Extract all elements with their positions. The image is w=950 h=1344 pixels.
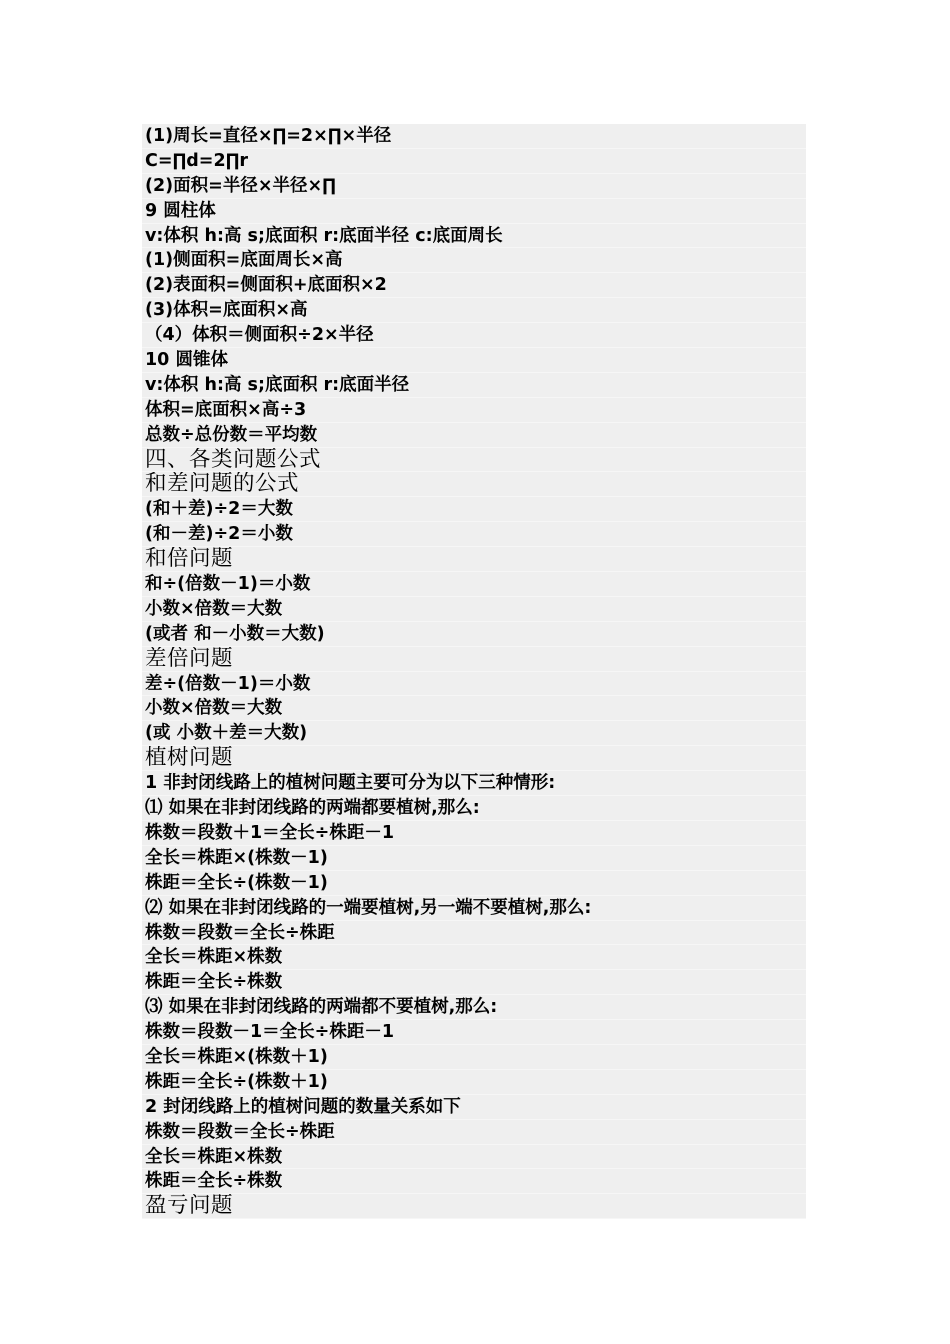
- section-heading: 和倍问题: [142, 547, 806, 572]
- text-line: 株数＝段数＝全长÷株距: [142, 1120, 806, 1145]
- text-line: (1)周长=直径×∏=2×∏×半径: [142, 124, 806, 149]
- section-heading: 和差问题的公式: [142, 472, 806, 497]
- text-line: 10 圆锥体: [142, 348, 806, 373]
- text-line: 株数＝段数＋1＝全长÷株距－1: [142, 821, 806, 846]
- document-body: [142, 124, 806, 1219]
- section-heading: 四、各类问题公式: [142, 448, 806, 473]
- text-line: (或 小数＋差＝大数): [142, 721, 806, 746]
- text-line: v:体积 h:高 s;底面积 r:底面半径: [142, 373, 806, 398]
- text-line: 差÷(倍数－1)＝小数: [142, 672, 806, 697]
- text-line: ⑵ 如果在非封闭线路的一端要植树,另一端不要植树,那么:: [142, 896, 806, 921]
- text-line: v:体积 h:高 s;底面积 r:底面半径 c:底面周长: [142, 224, 806, 249]
- text-line: (2)表面积=侧面积+底面积×2: [142, 273, 806, 298]
- section-heading: 差倍问题: [142, 647, 806, 672]
- text-line: (和＋差)÷2＝大数: [142, 497, 806, 522]
- text-line: (或者 和－小数＝大数): [142, 622, 806, 647]
- text-line: 1 非封闭线路上的植树问题主要可分为以下三种情形:: [142, 771, 806, 796]
- text-line: (3)体积=底面积×高: [142, 298, 806, 323]
- text-line: 小数×倍数＝大数: [142, 696, 806, 721]
- text-line: 小数×倍数＝大数: [142, 597, 806, 622]
- text-line: (和－差)÷2＝小数: [142, 522, 806, 547]
- text-line: 2 封闭线路上的植树问题的数量关系如下: [142, 1095, 806, 1120]
- text-line: 全长＝株距×株数: [142, 945, 806, 970]
- text-line: 全长＝株距×(株数－1): [142, 846, 806, 871]
- text-line: 9 圆柱体: [142, 199, 806, 224]
- text-line: 总数÷总份数＝平均数: [142, 423, 806, 448]
- text-line: 体积=底面积×高÷3: [142, 398, 806, 423]
- text-line: ⑶ 如果在非封闭线路的两端都不要植树,那么:: [142, 995, 806, 1020]
- text-line: C=∏d=2∏r: [142, 149, 806, 174]
- text-line: 株数＝段数＝全长÷株距: [142, 921, 806, 946]
- text-line: 株距＝全长÷株数: [142, 970, 806, 995]
- text-line: (2)面积=半径×半径×∏: [142, 174, 806, 199]
- text-line: 株数＝段数－1＝全长÷株距－1: [142, 1020, 806, 1045]
- section-heading: 植树问题: [142, 746, 806, 771]
- text-line: 株距＝全长÷(株数－1): [142, 871, 806, 896]
- text-line: 全长＝株距×(株数＋1): [142, 1045, 806, 1070]
- text-line: （4）体积＝侧面积÷2×半径: [142, 323, 806, 348]
- text-line: ⑴ 如果在非封闭线路的两端都要植树,那么:: [142, 796, 806, 821]
- text-line: 株距＝全长÷(株数＋1): [142, 1070, 806, 1095]
- text-line: (1)侧面积=底面周长×高: [142, 248, 806, 273]
- text-line: 株距＝全长÷株数: [142, 1169, 806, 1194]
- text-line: 全长＝株距×株数: [142, 1145, 806, 1170]
- section-heading: 盈亏问题: [142, 1194, 806, 1219]
- text-line: 和÷(倍数－1)＝小数: [142, 572, 806, 597]
